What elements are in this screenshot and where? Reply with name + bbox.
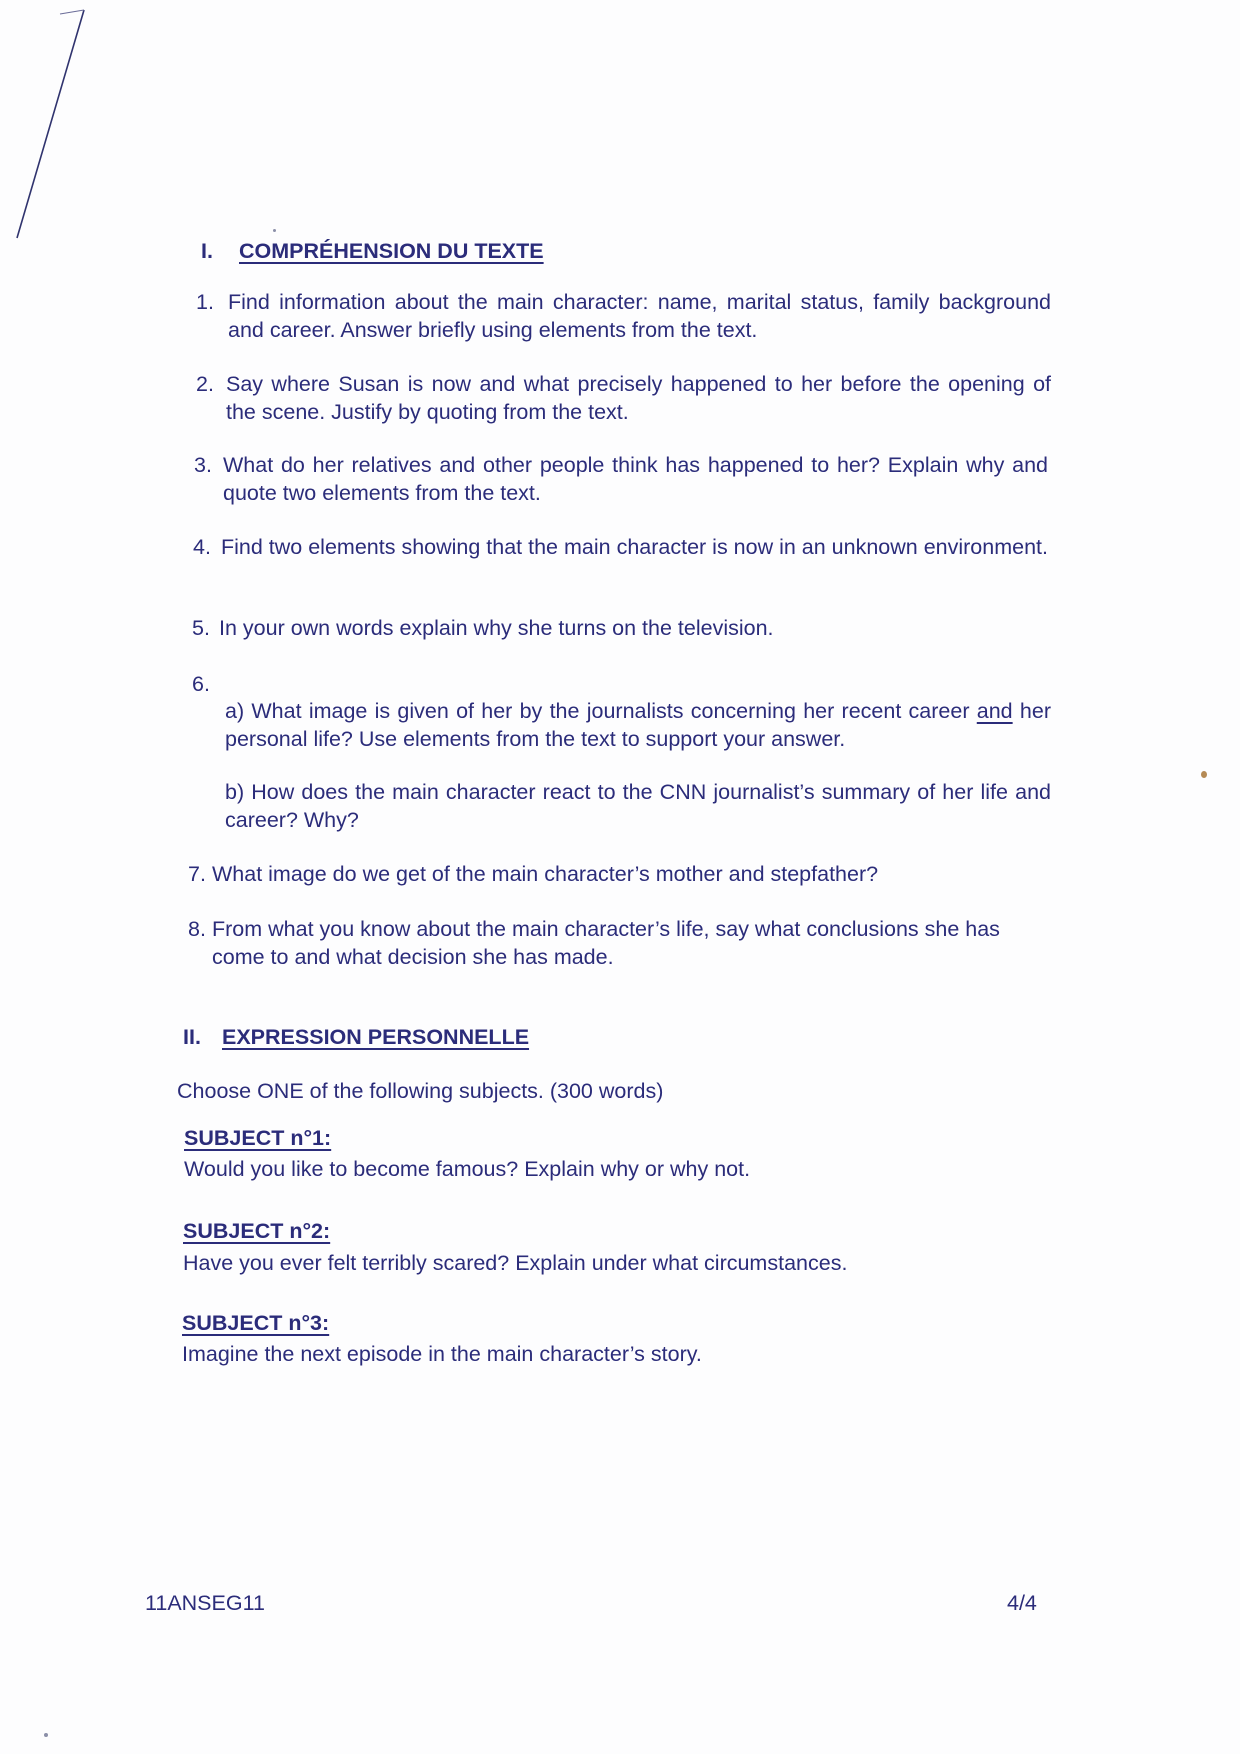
- question-text: Find two elements showing that the main character is now in an unknown environment.: [221, 535, 1048, 559]
- question-6b: b) How does the main character react to the CNN journalist’s summary of her life and career? Why?: [225, 780, 1051, 832]
- question-4: [193, 533, 1048, 593]
- subject-1-label: SUBJECT n°1:: [184, 1126, 332, 1150]
- scan-speck: [1201, 771, 1207, 778]
- question-6a-text-end: her personal life? Use elements from the text to support your answer.: [225, 699, 1051, 751]
- subject-3-label: SUBJECT n°3:: [182, 1311, 330, 1335]
- question-6a-text: a) What image is given of her by the journalists concerning her recent career: [225, 699, 977, 723]
- question-number: 1.: [196, 290, 214, 314]
- question-number: 4.: [193, 535, 211, 559]
- question-number: 5.: [192, 616, 210, 640]
- section-2-instruction: Choose ONE of the following subjects. (300 words): [177, 1079, 664, 1103]
- section-2-heading: [183, 1023, 529, 1051]
- scan-speck: [44, 1733, 48, 1737]
- question-number: 7.: [188, 862, 206, 886]
- question-text: Say where Susan is now and what precisely happened to her before the opening of the scene. Justify by quoting from the text.: [226, 372, 1051, 424]
- question-number: 2.: [196, 372, 214, 396]
- section-2-number: II.: [183, 1025, 201, 1049]
- question-number: 3.: [194, 453, 212, 477]
- subject-2-text: Have you ever felt terribly scared? Explain under what circumstances.: [183, 1251, 848, 1275]
- question-1: [196, 288, 1051, 348]
- section-1-number: I.: [201, 239, 213, 263]
- question-text: Find information about the main character: name, marital status, family background and career. Answer briefly using elements from the text.: [228, 290, 1051, 342]
- question-3: [194, 451, 1048, 511]
- question-5: [192, 614, 1047, 644]
- subject-1-text: Would you like to become famous? Explain why or why not.: [184, 1157, 751, 1181]
- question-number: 8.: [188, 917, 206, 941]
- question-6a-emphasis: and: [976, 699, 1013, 723]
- question-2: [196, 370, 1051, 430]
- section-1-heading: [201, 237, 544, 265]
- scan-speck: [273, 229, 276, 232]
- scan-mark-line: [0, 0, 120, 260]
- footer-page-number: 4/4: [1007, 1591, 1037, 1615]
- question-6-number: 6.: [192, 672, 210, 696]
- question-8: [188, 915, 1048, 975]
- section-1-title: COMPRÉHENSION DU TEXTE: [239, 239, 544, 263]
- question-7: [188, 860, 1048, 890]
- question-text: What image do we get of the main character’s mother and stepfather?: [212, 862, 879, 886]
- footer-exam-code: 11ANSEG11: [145, 1591, 265, 1615]
- question-6a: [225, 697, 1051, 753]
- section-2-title: EXPRESSION PERSONNELLE: [222, 1025, 530, 1049]
- subject-3-text: Imagine the next episode in the main character’s story.: [182, 1342, 702, 1366]
- question-text: What do her relatives and other people think has happened to her? Explain why and quote two elements from the text.: [223, 453, 1048, 505]
- subject-2-label: SUBJECT n°2:: [183, 1219, 331, 1243]
- question-text: From what you know about the main character’s life, say what conclusions she has come to and what decision she has made.: [212, 917, 1000, 969]
- question-text: In your own words explain why she turns on the television.: [219, 616, 774, 640]
